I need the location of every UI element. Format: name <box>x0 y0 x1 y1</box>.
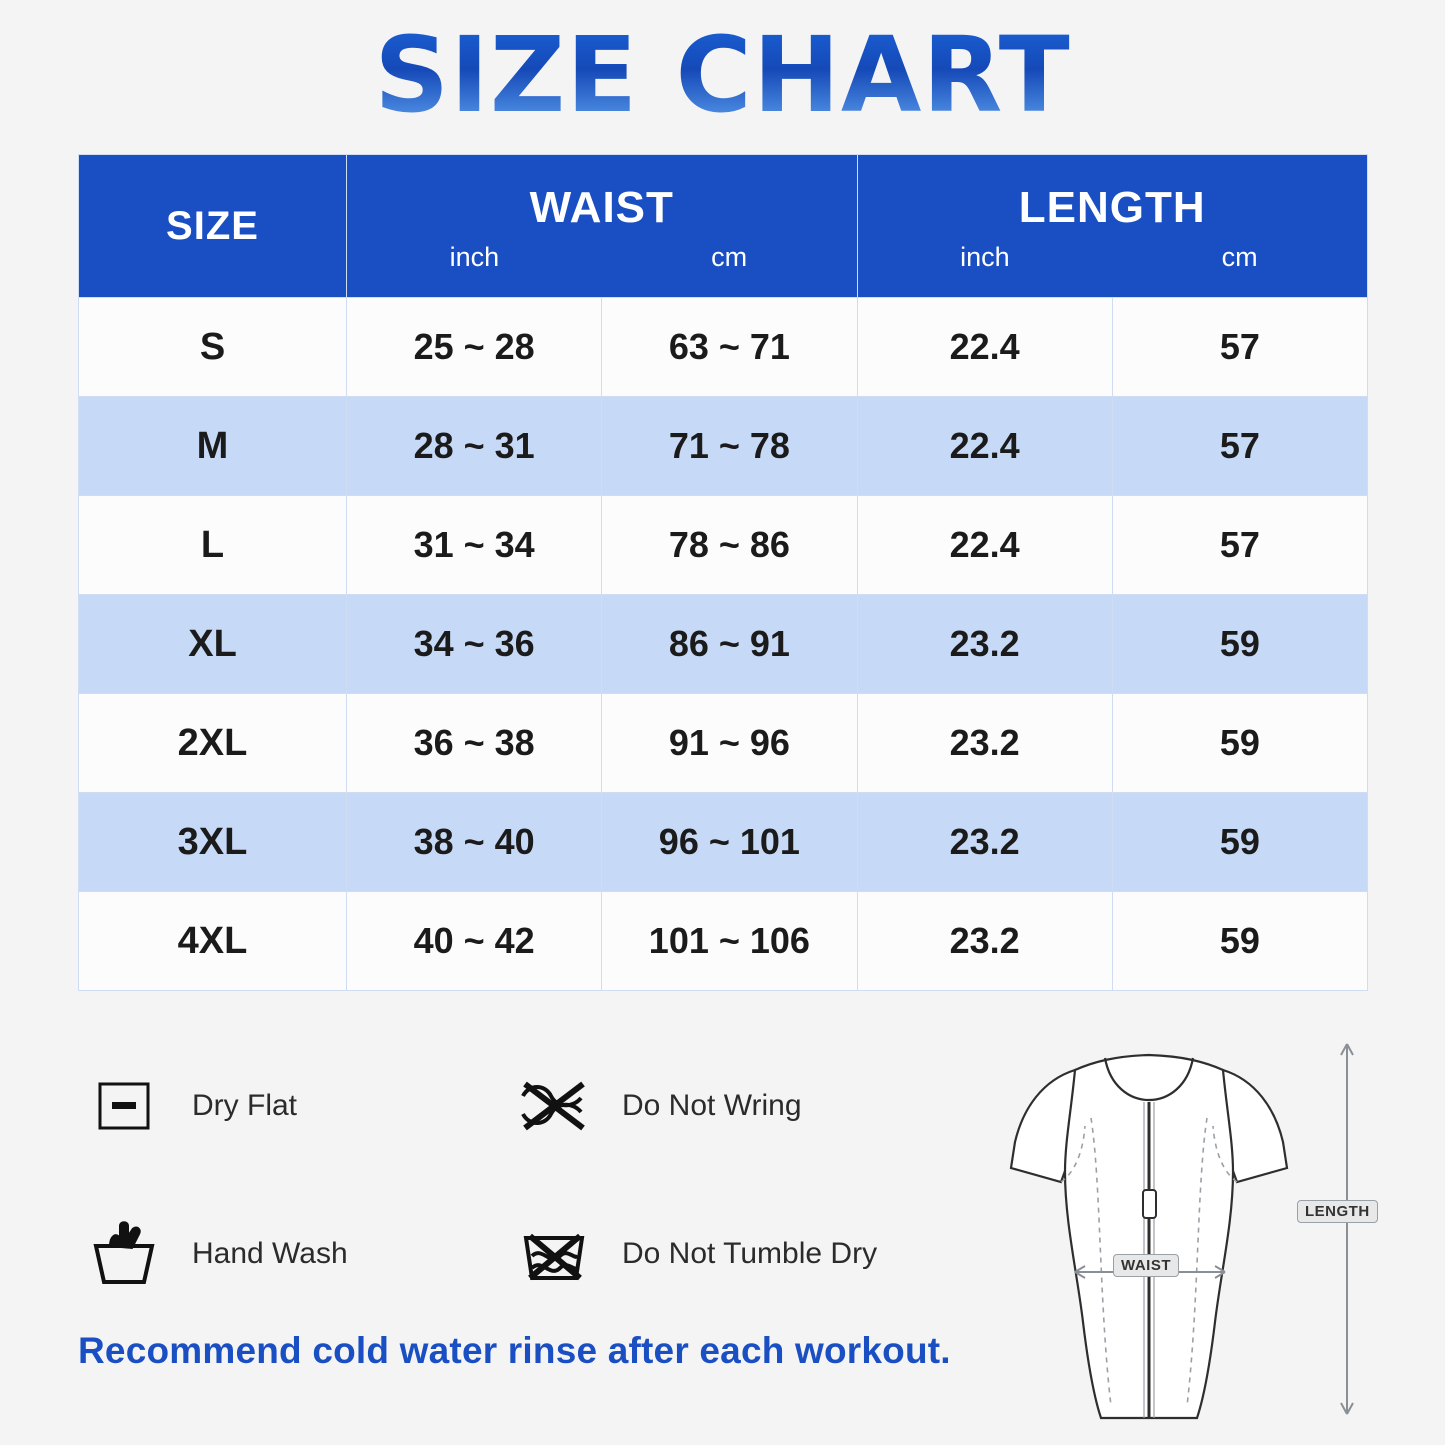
cell-length-cm: 57 <box>1112 496 1367 595</box>
care-label-dry-flat: Dry Flat <box>192 1089 297 1122</box>
table-row <box>79 793 1368 892</box>
column-header-length <box>857 155 1368 298</box>
cell-waist-inch: 25 ~ 28 <box>347 298 602 397</box>
cell-waist-inch: 28 ~ 31 <box>347 397 602 496</box>
length-measure-badge: LENGTH <box>1297 1200 1378 1223</box>
cell-length-inch: 23.2 <box>857 793 1112 892</box>
care-note: Recommend cold water rinse after each workout. <box>78 1330 951 1371</box>
cell-waist-cm: 96 ~ 101 <box>602 793 857 892</box>
cell-waist-cm: 63 ~ 71 <box>602 298 857 397</box>
table-body <box>79 298 1368 991</box>
cell-waist-cm: 86 ~ 91 <box>602 595 857 694</box>
cell-waist-cm: 101 ~ 106 <box>602 892 857 991</box>
cell-size: 4XL <box>79 892 347 991</box>
cell-size: S <box>79 298 347 397</box>
cell-length-inch: 23.2 <box>857 595 1112 694</box>
cell-length-inch: 23.2 <box>857 694 1112 793</box>
column-header-waist <box>347 155 858 298</box>
garment-illustration <box>965 1022 1385 1432</box>
table-head <box>79 155 1368 298</box>
column-header-size: SIZE <box>79 155 347 298</box>
cell-length-inch: 23.2 <box>857 892 1112 991</box>
care-label-do-not-wring: Do Not Wring <box>622 1089 802 1122</box>
cell-length-inch: 22.4 <box>857 496 1112 595</box>
column-header-waist-inch: inch <box>449 241 500 272</box>
cell-size: M <box>79 397 347 496</box>
table-header-row <box>79 155 1368 298</box>
cell-waist-cm: 71 ~ 78 <box>602 397 857 496</box>
cell-size: 2XL <box>79 694 347 793</box>
cell-waist-inch: 31 ~ 34 <box>347 496 602 595</box>
cell-length-cm: 59 <box>1112 892 1367 991</box>
do-not-wring-icon <box>508 1060 600 1152</box>
care-item-do-not-tumble-dry <box>508 1208 938 1300</box>
cell-size: XL <box>79 595 347 694</box>
cell-length-cm: 59 <box>1112 595 1367 694</box>
cell-waist-inch: 40 ~ 42 <box>347 892 602 991</box>
garment-svg <box>965 1022 1385 1432</box>
care-label-do-not-tumble-dry: Do Not Tumble Dry <box>622 1237 878 1270</box>
care-instructions <box>78 1060 938 1356</box>
table-row <box>79 397 1368 496</box>
care-row-2 <box>78 1208 938 1300</box>
cell-size: 3XL <box>79 793 347 892</box>
table-row <box>79 892 1368 991</box>
waist-measure-badge: WAIST <box>1113 1254 1179 1277</box>
cell-waist-inch: 36 ~ 38 <box>347 694 602 793</box>
cell-waist-cm: 91 ~ 96 <box>602 694 857 793</box>
care-item-do-not-wring <box>508 1060 938 1152</box>
page-title: SIZE CHART <box>374 14 1071 136</box>
column-header-length-cm: cm <box>1221 241 1258 272</box>
cell-length-cm: 57 <box>1112 298 1367 397</box>
cell-size: L <box>79 496 347 595</box>
cell-length-inch: 22.4 <box>857 397 1112 496</box>
cell-length-cm: 57 <box>1112 397 1367 496</box>
table-row <box>79 496 1368 595</box>
table-row <box>79 298 1368 397</box>
table-row <box>79 694 1368 793</box>
size-chart-table <box>78 154 1368 991</box>
care-item-dry-flat <box>78 1060 508 1152</box>
care-item-hand-wash <box>78 1208 508 1300</box>
cell-length-inch: 22.4 <box>857 298 1112 397</box>
column-header-waist-cm: cm <box>711 241 748 272</box>
care-row-1 <box>78 1060 938 1152</box>
cell-waist-inch: 34 ~ 36 <box>347 595 602 694</box>
cell-length-cm: 59 <box>1112 793 1367 892</box>
dry-flat-icon <box>78 1060 170 1152</box>
cell-waist-inch: 38 ~ 40 <box>347 793 602 892</box>
size-chart-table-container <box>78 154 1367 991</box>
care-label-hand-wash: Hand Wash <box>192 1237 348 1270</box>
do-not-tumble-dry-icon <box>508 1208 600 1300</box>
hand-wash-icon <box>78 1208 170 1300</box>
cell-length-cm: 59 <box>1112 694 1367 793</box>
column-header-waist-label: WAIST <box>529 182 674 232</box>
page-title-container <box>0 0 1445 136</box>
table-row <box>79 595 1368 694</box>
cell-waist-cm: 78 ~ 86 <box>602 496 857 595</box>
column-header-length-inch: inch <box>960 241 1010 272</box>
column-header-length-label: LENGTH <box>1018 182 1206 232</box>
